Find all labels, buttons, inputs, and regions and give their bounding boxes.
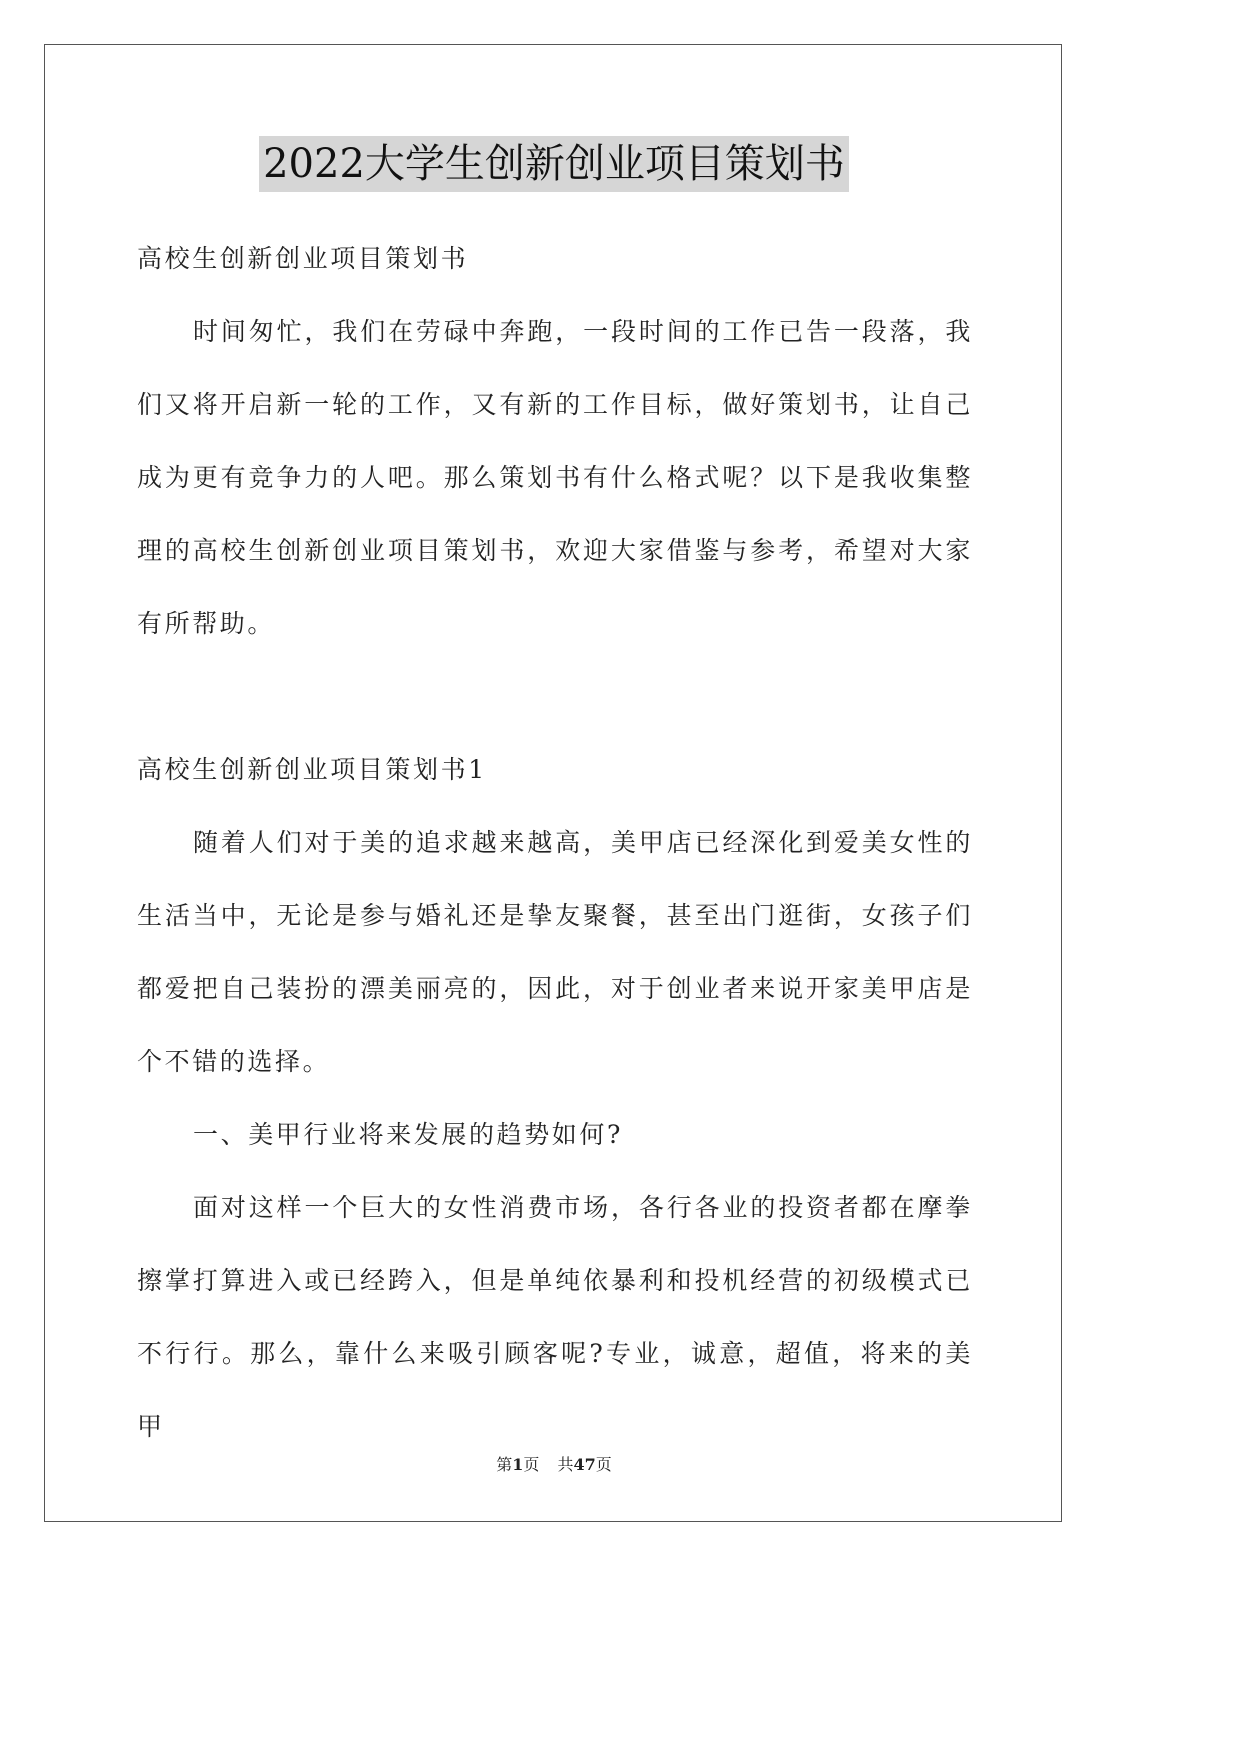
page-number: 1: [512, 1455, 524, 1474]
body-paragraph: 面对这样一个巨大的女性消费市场，各行各业的投资者都在摩拳擦掌打算进入或已经跨入，但是单纯依暴利和投机经营的初级模式已不行行。那么，靠什么来吸引顾客呢?专业，诚意，超值，将来的美甲: [137, 1193, 973, 1441]
body-paragraph: 随着人们对于美的追求越来越高，美甲店已经深化到爱美女性的生活当中，无论是参与婚礼还是挚友聚餐，甚至出门逛街，女孩子们都爱把自己装扮的漂美丽亮的，因此，对于创业者来说开家美甲店是个不错的选择。: [137, 828, 973, 1076]
section-heading: 高校生创新创业项目策划书1: [137, 755, 487, 784]
total-prefix: 共: [557, 1455, 574, 1474]
document-title-block: [0, 136, 1108, 192]
intro-paragraph: 时间匆忙，我们在劳碌中奔跑，一段时间的工作已告一段落，我们又将开启新一轮的工作，又有新的工作目标，做好策划书，让自己成为更有竞争力的人吧。那么策划书有什么格式呢？以下是我收集整理的高校生创新创业项目策划书，欢迎大家借鉴与参考，希望对大家有所帮助。: [137, 317, 973, 638]
page-footer: [0, 1452, 1108, 1475]
page-prefix: 第: [496, 1455, 513, 1474]
total-suffix: 页: [595, 1455, 612, 1474]
page-suffix: 页: [523, 1455, 540, 1474]
subtitle-paragraph: 高校生创新创业项目策划书: [137, 244, 469, 273]
document-title: 2022大学生创新创业项目策划书: [259, 136, 849, 192]
document-body: [137, 222, 973, 1463]
paragraph-spacer: [137, 660, 973, 733]
total-pages: 47: [573, 1455, 596, 1474]
question-heading: 一、美甲行业将来发展的趋势如何?: [193, 1120, 624, 1149]
